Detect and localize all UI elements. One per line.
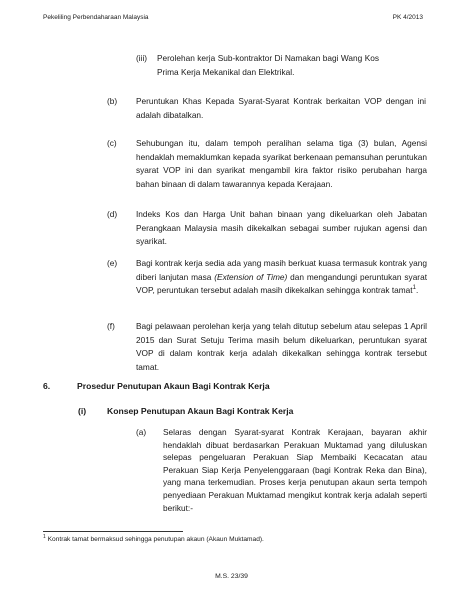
item-text-part: . [415,285,419,296]
footnote-reference: 1 [412,285,416,292]
subsection-title: Konsep Penutupan Akaun Bagi Kontrak Kerja [107,406,294,416]
footnote-marker: 1 [43,533,46,540]
item-text: Bagi pelawaan perolehan kerja yang telah ditutup sebelum atau selepas 1 April 2015 dan Surat Setuju Terima masih belum dikeluarkan, peruntukan syarat VOP di dalam kontrak kerja adalah dikekalkan sehingga kontrak tersebut tamat. [136,321,427,372]
sub-item-text: Selaras dengan Syarat-syarat Kontrak Kerajaan, bayaran akhir hendaklah dibuat berdasarkan Perakuan Muktamad yang diluluskan selepas pengeluaran Perakuan Siap Membaiki Kecacatan atau Perakuan Siap Kerja Penyelenggaraan (bagi Kontrak Reka dan Bina), yang mana terkemudian. Proses kerja penutupan akaun serta tempoh penyediaan Perakuan Muktamad mengikut kontrak kerja adalah seperti berikut:- [163,427,427,513]
page-number: M.S. 23/39 [215,573,248,580]
item-label: (c) [107,138,117,148]
footnote [43,533,264,543]
item-text: Perolehan kerja Sub-kontraktor Di Namakan bagi Wang Kos Prima Kerja Mekanikal dan Elektrikal. [157,53,379,77]
footnote-divider [43,531,183,532]
subsection-number: (i) [78,406,87,416]
sub-item-label: (a) [136,427,147,437]
section-number: 6. [43,381,51,391]
item-text-italic: (Extension of Time) [214,271,288,282]
item-text: Sehubungan itu, dalam tempoh peralihan selama tiga (3) bulan, Agensi hendaklah memaklumkan kepada syarikat berkenaan pemansuhan peruntukan syarat VOP ini dan syarikat mengambil kira faktor risiko perubahan harga bahan binaan di dalam tawarannya kepada Kerajaan. [136,138,427,189]
section-title: Prosedur Penutupan Akaun Bagi Kontrak Kerja [77,381,270,391]
item-text-part: dan mengandungi peruntukan syarat VOP, peruntukan tersebut adalah masih dikekalkan sehingga kontrak tamat [136,271,427,296]
running-header-left: Pekeliling Perbendaharaan Malaysia [43,14,149,21]
footnote-text: Kontrak tamat bermaksud sehingga penutupan akaun (Akaun Muktamad). [47,536,264,543]
item-label: (e) [107,258,118,268]
item-text: Indeks Kos dan Harga Unit bahan binaan yang dikeluarkan oleh Jabatan Perangkaan Malaysia masih dikekalkan sebagai sumber rujukan agensi dan syarikat. [136,209,427,247]
item-text: Peruntukan Khas Kepada Syarat-Syarat Kontrak berkaitan VOP dengan ini adalah dibatalkan. [136,96,426,120]
item-label: (iii) [136,53,148,63]
running-header-right: PK 4/2013 [392,14,423,21]
item-label: (d) [107,209,118,219]
item-label: (f) [107,321,115,331]
item-label: (b) [107,96,118,106]
item-text-part: Bagi kontrak kerja sedia ada yang masih berkuat kuasa termasuk kontrak yang diberi lanjutan masa [136,258,427,282]
item-text [136,257,427,298]
